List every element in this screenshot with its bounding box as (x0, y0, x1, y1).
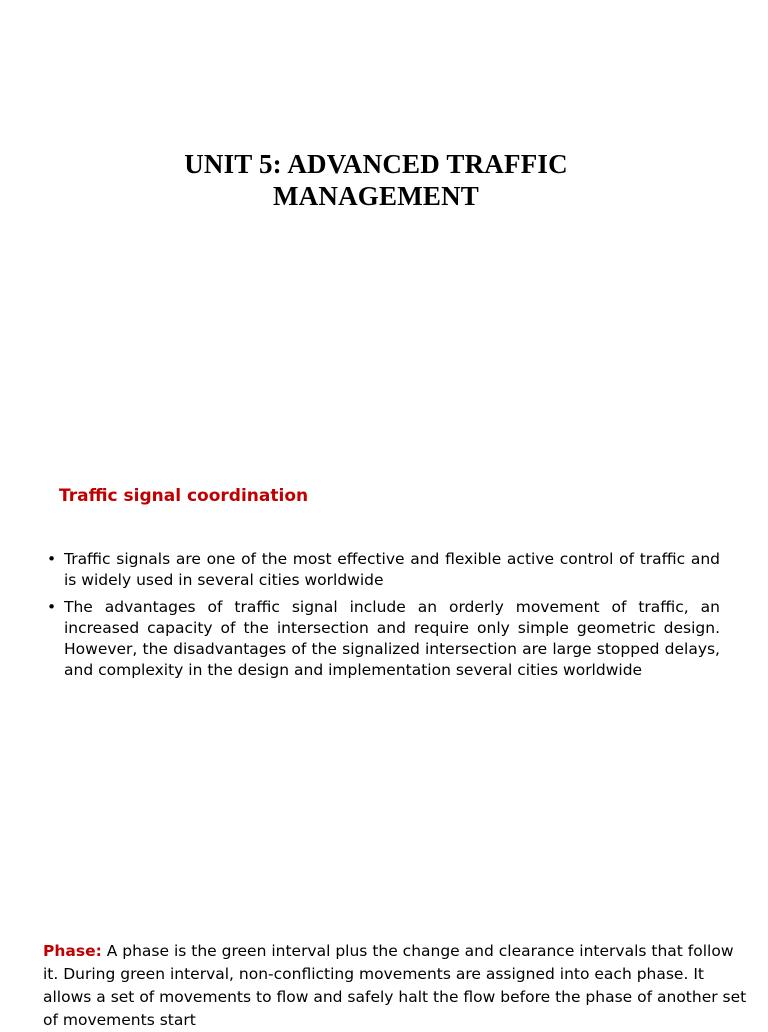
bullet-text: Traffic signals are one of the most effective and flexible active control of traffic and is widely used in several cities worldwide (64, 550, 720, 589)
bullet-text: The advantages of traffic signal include an orderly movement of traffic, an increased capacity of the intersection and require only simple geometric design. However, the disadvantages of the signalized intersection are large stopped delays, and complexity in the design and implementation several cities worldwide (64, 598, 720, 679)
page-title-line-1: UNIT 5: ADVANCED TRAFFIC (184, 149, 568, 179)
page-title-line-2: MANAGEMENT (273, 181, 479, 211)
phase-text: A phase is the green interval plus the change and clearance intervals that follow it. During green interval, non-conflicting movements are assigned into each phase. It allows a set of movements to flow and safely halt the flow before the phase of another set of movements start (43, 942, 747, 1029)
bullet-marker: • (47, 598, 57, 616)
phase-paragraph (43, 940, 747, 1032)
phase-label: Phase: (43, 942, 102, 960)
bullet-list (44, 549, 720, 687)
page-title (120, 148, 632, 212)
bullet-item (44, 597, 720, 681)
bullet-item (44, 549, 720, 591)
section-heading: Traffic signal coordination (59, 486, 309, 506)
bullet-marker: • (47, 550, 57, 568)
